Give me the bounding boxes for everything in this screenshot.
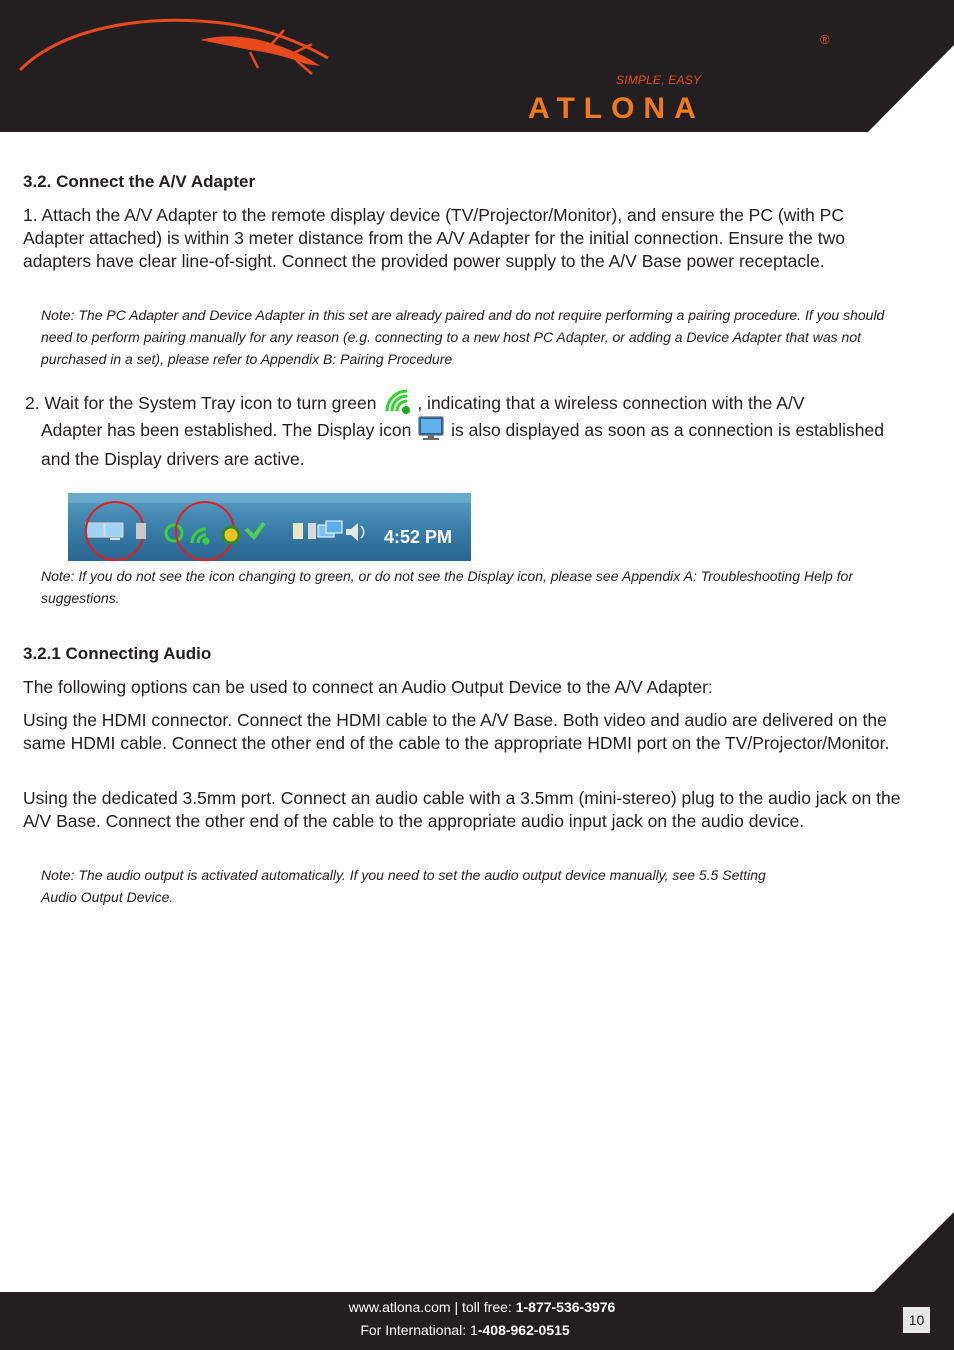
audio-hdmi-option: Using the HDMI connector. Connect the HDMI cable to the A/V Base. Both video and audio are delivered on the same HDMI cable. Connect the other end of the cable to the appropriate HDMI port on the TV/Projector/Monitor. <box>23 710 890 753</box>
tray-display-icon <box>86 523 123 540</box>
pairing-note: Note: The PC Adapter and Device Adapter in this set are already paired and do not require performing a pairing procedure. If you should need to perform pairing manually for any reason (e.g. connecting to a new host PC Adapter, or adding a Device Adapter that was not purchased in a set), please refer to Appendix B: Pairing Procedure <box>41 307 885 367</box>
footer-intl-label: For International: 1 <box>360 1322 478 1338</box>
registered-mark: ® <box>820 32 830 47</box>
salamander-logo-icon <box>0 0 340 100</box>
audio-port-option: Using the dedicated 3.5mm port. Connect an audio cable with a 3.5mm (mini-stereo) plug to the audio jack on the A/V Base. Connect the other end of the cable to the appropriate audio input jack on the audio device. <box>23 788 901 831</box>
tray-clock: 4:52 PM <box>384 527 453 547</box>
footer-intl-number: -408-962-0515 <box>477 1322 570 1338</box>
footer-international <box>0 1322 930 1338</box>
troubleshooting-note: Note: If you do not see the icon changing to green, or do not see the Display icon, please see Appendix A: Troubleshooting Help for suggestions. <box>41 568 853 606</box>
audio-intro: The following options can be used to connect an Audio Output Device to the A/V Adapter: <box>23 677 713 697</box>
step-2-text-a: 2. Wait for the System Tray icon to turn green <box>25 393 377 413</box>
step-2-text-d: is also displayed as soon as a connection is established and the Display drivers are active. <box>41 420 884 469</box>
section-heading: 3.2. Connect the A/V Adapter <box>23 172 256 191</box>
step-1-text: 1. Attach the A/V Adapter to the remote display device (TV/Projector/Monitor), and ensure the PC (with PC Adapter attached) is within 3 meter distance from the A/V Adapter for the initial connection. Ensure the two adapters have clear line-of-sight. Connect the provided power supply to the A/V Base power receptacle. <box>23 205 845 271</box>
step-2-line-2 <box>41 416 901 471</box>
page-number: 10 <box>903 1307 930 1333</box>
footer-toll-free: 1-877-536-3976 <box>515 1299 616 1315</box>
footer-site: www.atlona.com | toll free: <box>348 1299 516 1315</box>
step-2-text-c: Adapter has been established. The Display icon <box>41 420 412 440</box>
page-header <box>0 0 954 132</box>
audio-heading: 3.2.1 Connecting Audio <box>23 644 212 663</box>
footer-contact <box>0 1299 954 1315</box>
audio-note: Note: The audio output is activated automatically. If you need to set the audio output device manually, see 5.5 Setting Audio Output Device. <box>41 867 766 905</box>
brand-wordmark: ATLONA <box>528 92 705 125</box>
system-tray-screenshot <box>68 493 471 561</box>
display-monitor-icon <box>416 416 446 448</box>
brand-tagline: SIMPLE, EASY <box>616 73 702 87</box>
step-2-text-b: , indicating that a wireless connection with the A/V <box>417 393 805 413</box>
